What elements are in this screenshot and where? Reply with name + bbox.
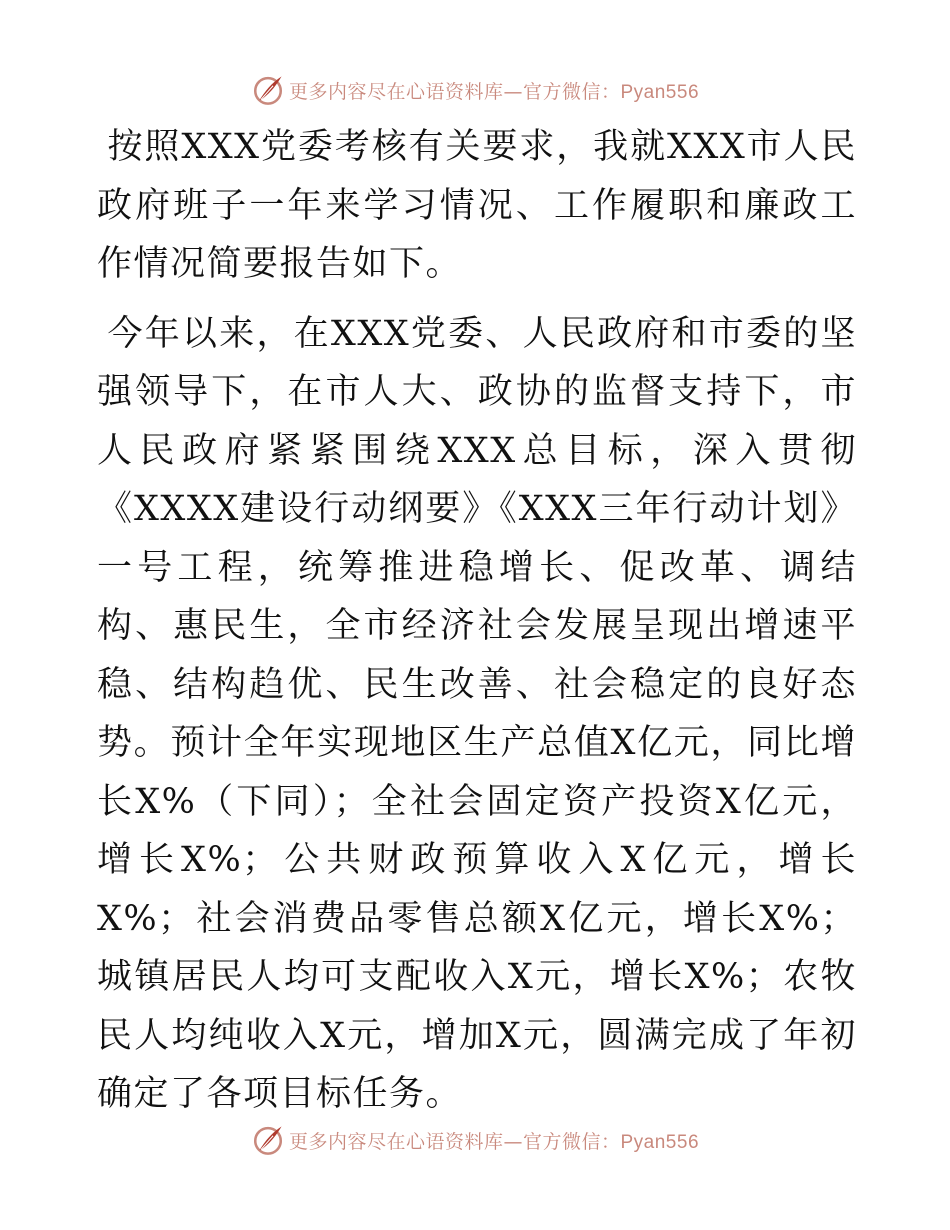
feather-quill-logo-icon bbox=[251, 1123, 285, 1157]
header-watermark-banner bbox=[0, 72, 950, 108]
header-watermark-text: 更多内容尽在心语资料库—官方微信：Pyan556 bbox=[288, 80, 700, 103]
document-body bbox=[97, 118, 857, 1124]
wechat-handle: Pyan556 bbox=[620, 1131, 700, 1153]
paragraph-intro: 按照XXX党委考核有关要求，我就XXX市人民政府班子一年来学习情况、工作履职和廉政工作情况简要报告如下。 bbox=[97, 127, 857, 284]
paragraph-summary: 今年以来，在XXX党委、人民政府和市委的坚强领导下，在市人大、政协的监督支持下，市人民政府紧紧围绕XXX总目标，深入贯彻《XXXX建设行动纲要》《XXX三年行动计划》一号工程，统筹推进稳增长、促改革、调结构、惠民生，全市经济社会发展呈现出增速平稳、结构趋优、民生改善、社会稳定的良好态势。预计全年实现地区生产总值X亿元，同比增长X%（下同）；全社会固定资产投资X亿元，增长X%；公共财政预算收入X亿元，增长X%；社会消费品零售总额X亿元，增长X%；城镇居民人均可支配收入X元，增长X%；农牧民人均纯收入X元，增加X元，圆满完成了年初确定了各项目标任务。 bbox=[97, 313, 857, 1114]
feather-quill-logo-icon bbox=[251, 73, 285, 107]
footer-watermark-banner bbox=[0, 1122, 950, 1158]
wechat-handle: Pyan556 bbox=[620, 81, 700, 103]
footer-watermark-text: 更多内容尽在心语资料库—官方微信：Pyan556 bbox=[288, 1130, 700, 1153]
